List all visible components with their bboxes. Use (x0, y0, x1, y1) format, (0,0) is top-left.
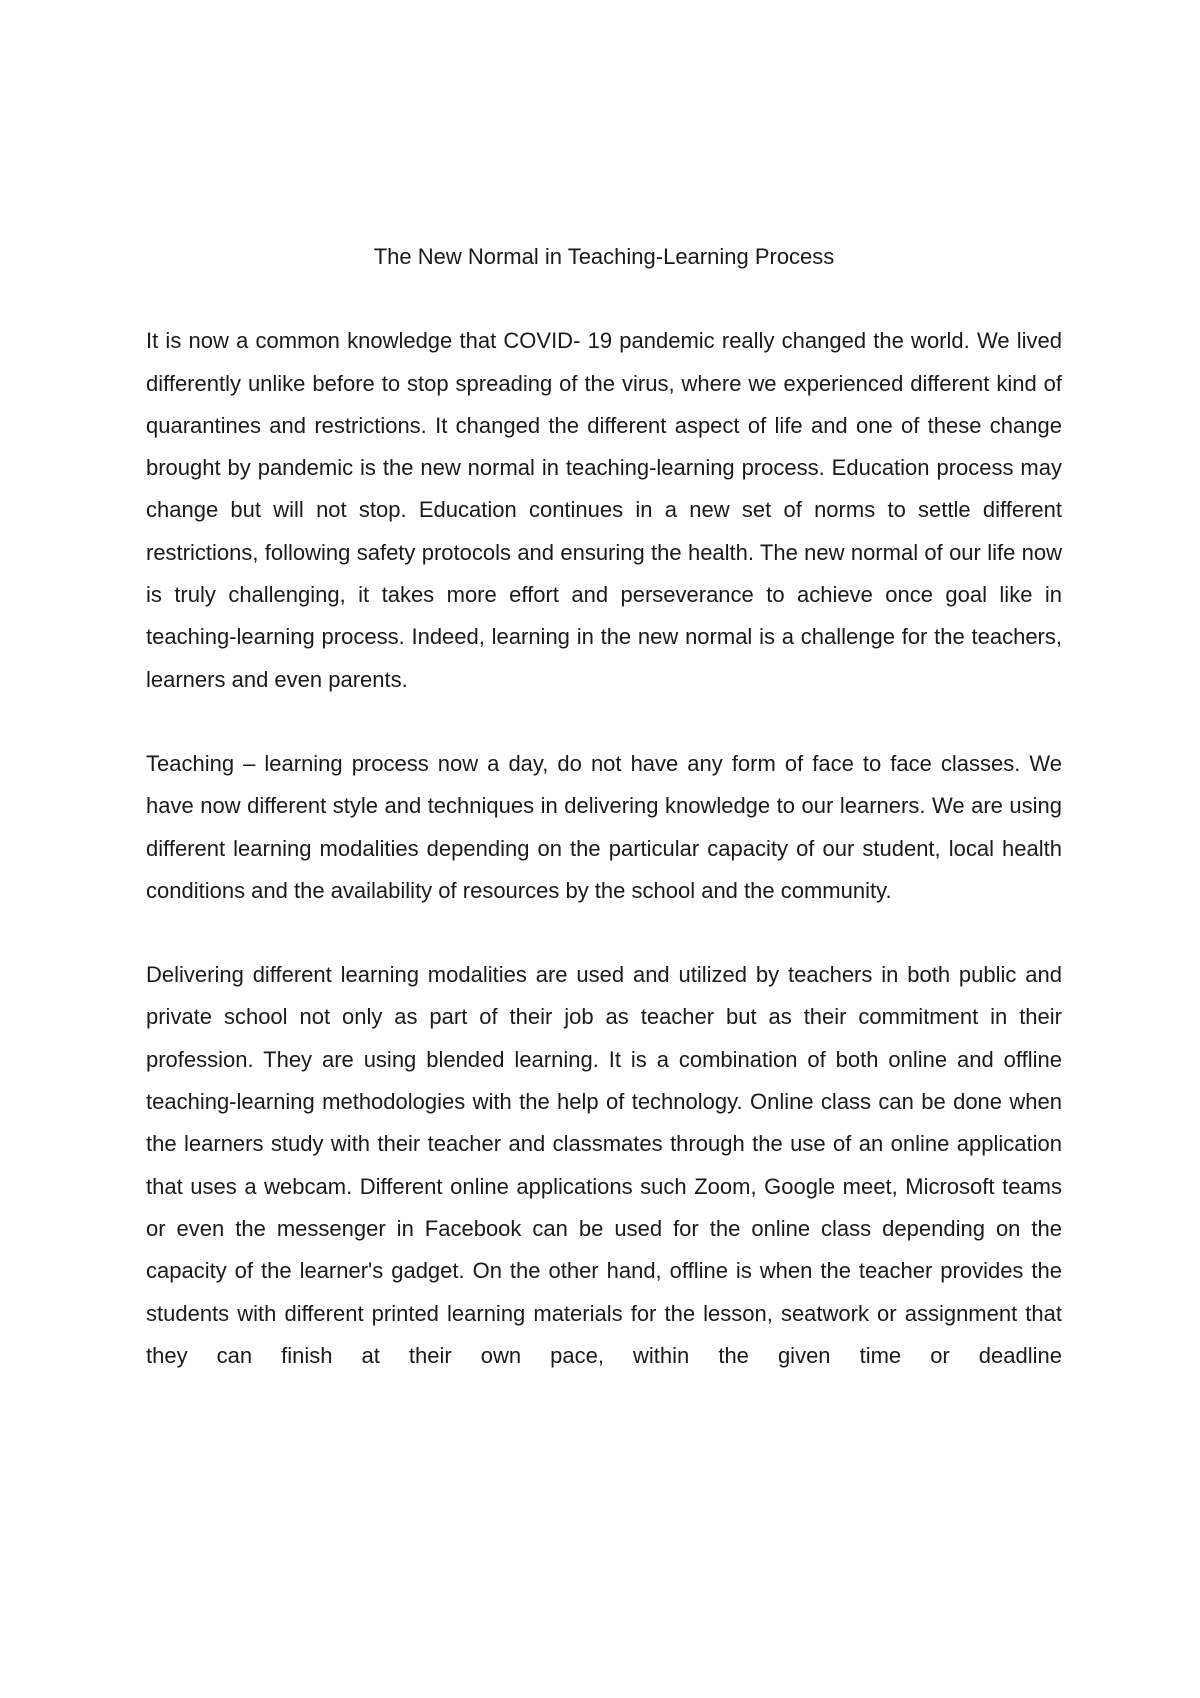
document-title: The New Normal in Teaching-Learning Process (373, 244, 835, 269)
paragraph-3: Delivering different learning modalities are used and utilized by teachers in both public and private school not only as part of their job as teacher but as their commitment in their profession. They are using blended learning. It is a combination of both online and offline teaching-learning methodologies with the help of technology. Online class can be done when the learners study with their teacher and classmates through the use of an online application that uses a webcam. Different online applications such Zoom, Google meet, Microsoft teams or even the messenger in Facebook can be used for the online class depending on the capacity of the learner's gadget. On the other hand, offline is when the teacher provides the students with different printed learning materials for the lesson, seatwork or assignment that they can finish at their own pace, within the given time or deadline (146, 962, 1062, 1368)
document-body (146, 236, 1062, 1377)
paragraph-1: It is now a common knowledge that COVID- 19 pandemic really changed the world. We lived differently unlike before to stop spreading of the virus, where we experienced different kind of quarantines and restrictions. It changed the different aspect of life and one of these change brought by pandemic is the new normal in teaching-learning process. Education process may change but will not stop. Education continues in a new set of norms to settle different restrictions, following safety protocols and ensuring the health. The new normal of our life now is truly challenging, it takes more effort and perseverance to achieve once goal like in teaching-learning process. Indeed, learning in the new normal is a challenge for the teachers, learners and even parents. (146, 328, 1062, 692)
paragraph-2: Teaching – learning process now a day, do not have any form of face to face classes. We have now different style and techniques in delivering knowledge to our learners. We are using different learning modalities depending on the particular capacity of our student, local health conditions and the availability of resources by the school and the community. (146, 750, 1062, 903)
